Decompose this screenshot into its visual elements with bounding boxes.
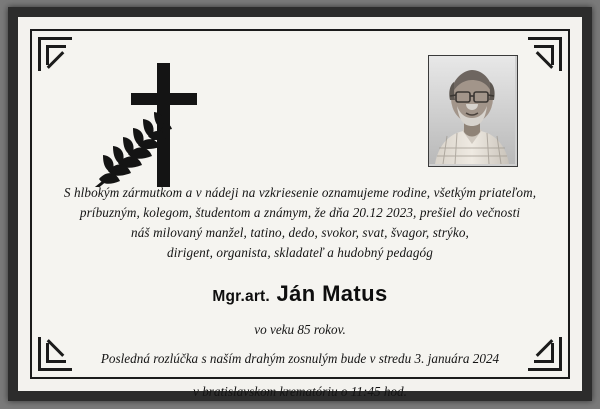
obituary-card-paper [18, 17, 582, 399]
farewell-line-2: v bratislavskom krematóriu o 11:45 hod. [193, 384, 407, 399]
obituary-card-frame [8, 7, 592, 401]
age-line: vo veku 85 rokov. [254, 322, 346, 337]
deceased-name [58, 281, 542, 307]
cross-with-palm-branch-emblem [84, 57, 214, 187]
full-name: Ján Matus [276, 281, 388, 306]
academic-title: Mgr.art. [212, 288, 270, 305]
obituary-text-block [58, 183, 542, 402]
body-line-3: náš milovaný manžel, tatino, dedo, svokor, svat, švagor, strýko, [131, 225, 469, 240]
corner-ornament-top-right [520, 37, 562, 79]
portrait-photo [428, 55, 518, 167]
obituary-content [34, 33, 566, 399]
portrait-photo-image [429, 56, 515, 164]
latin-cross-icon [84, 57, 214, 187]
corner-ornament-top-left [38, 37, 80, 79]
body-line-2: príbuzným, kolegom, študentom a známym, že dňa 20.12 2023, prešiel do večnosti [79, 205, 521, 220]
body-line-4: dirigent, organista, skladateľ a hudobný pedagóg [167, 245, 433, 260]
body-line-1: S hlbokým zármutkom a v nádeji na vzkriesenie oznamujeme rodine, všetkým priateľom, [63, 185, 537, 200]
farewell-line-1: Posledná rozlúčka s naším drahým zosnulým bude v stredu 3. januára 2024 [100, 351, 500, 366]
